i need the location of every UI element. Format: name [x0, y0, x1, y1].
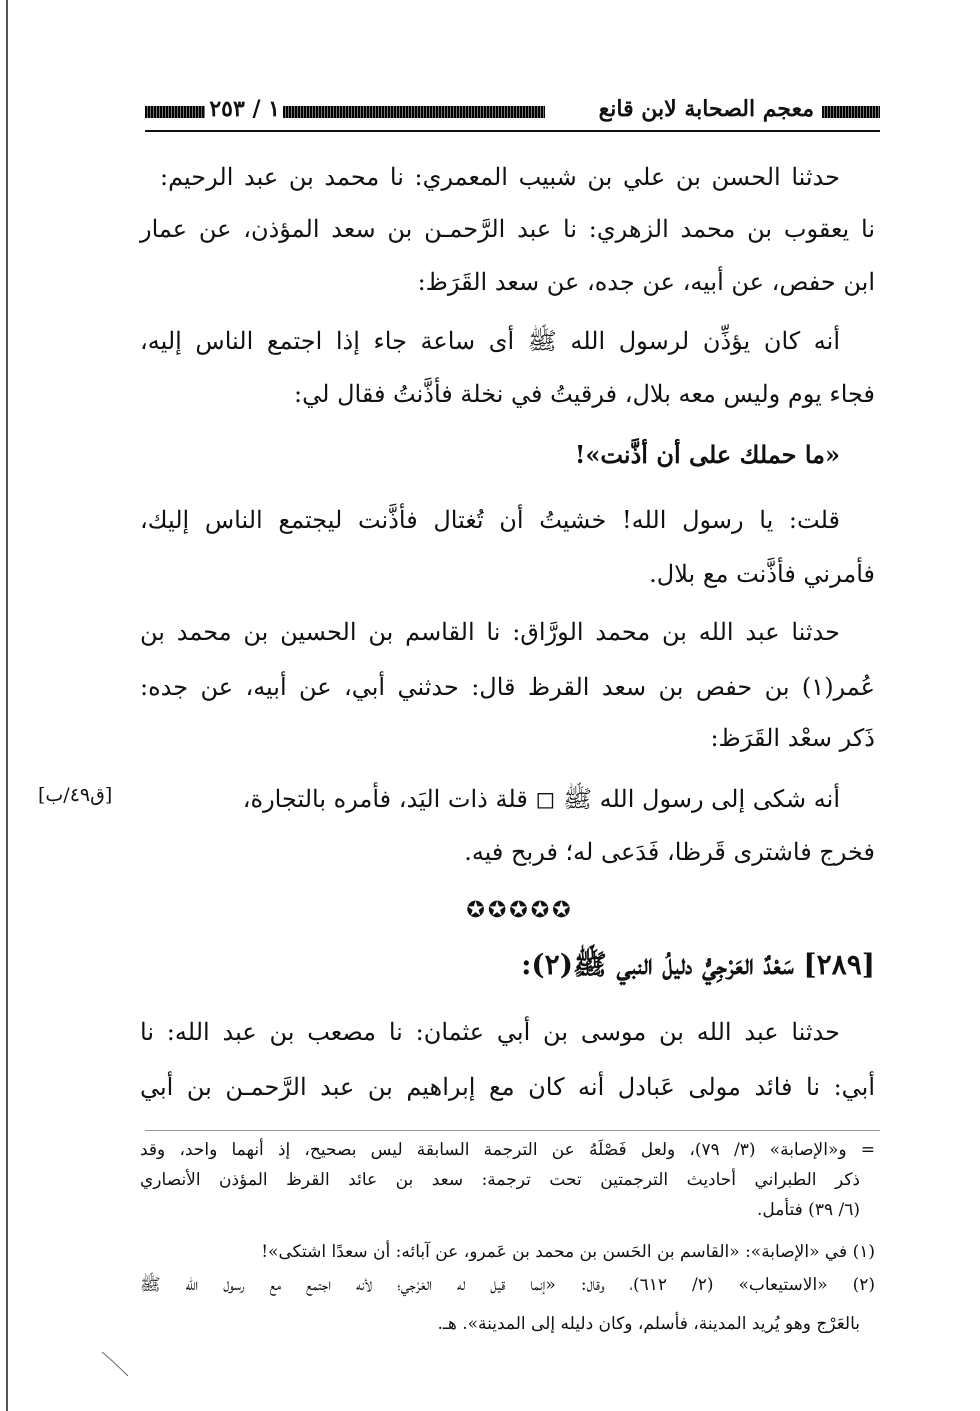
text-line: أبي: نا فائد مولى عَبادل أنه كان مع إبراهيم بن عبد الرَّحمـن بن أبي [140, 1073, 875, 1101]
hadith-quote: «ما حملك على أن أذَّنت»! [574, 440, 840, 469]
text-line: أنه شكى إلى رسول الله ﷺ ◻ قلة ذات اليَد، فأمره بالتجارة، [242, 785, 840, 813]
text-line: فجاء يوم وليس معه بلال، فرقيتُ في نخلة فأذَّنتُ فقال لي: [294, 380, 875, 408]
footnote-rule [145, 1130, 880, 1131]
running-header [145, 96, 880, 130]
text-line: حدثنا الحسن بن علي بن شبيب المعمري: نا محمد بن عبد الرحيم: [160, 163, 840, 191]
text-line: حدثنا عبد الله بن موسى بن أبي عثمان: نا مصعب بن عبد الله: نا [140, 1018, 840, 1046]
header-bar-middle [283, 106, 545, 118]
footnote-line: (١) في «الإصابة»: «القاسم بن الحَسن بن محمد بن عَمرو، عن آبائه: أن سعدًا اشتكى»! [261, 1242, 875, 1262]
footnote-line: ذكر الطبراني أحاديث الترجمتين تحت ترجمة: سعد بن عائد القرظ المؤذن الأنصاري [140, 1170, 860, 1190]
page-edge-line [6, 0, 8, 1411]
text-line: ذَكر سعْد القَرَظ: [710, 724, 875, 752]
header-bar-right [822, 106, 880, 118]
footnote-line: بالعَرْج وهو يُريد المدينة، فأسلم، وكان دليله إلى المدينة». هـ. [437, 1314, 860, 1334]
text-line: عُمر(١) بن حفص بن سعد القرظ قال: حدثني أبي، عن أبيه، عن جده: [140, 673, 875, 701]
header-bar-left [145, 106, 205, 118]
text-line: حدثنا عبد الله بن محمد الورَّاق: نا القاسم بن الحسين بن محمد بن [140, 618, 840, 646]
book-title: معجم الصحابة لابن قانع [598, 96, 814, 122]
footnote-line: (٦/ ٣٩) فتأمل. [756, 1200, 860, 1220]
text-line: فأمرني فأذَّنت مع بلال. [649, 560, 875, 588]
section-separator: ✪✪✪✪✪ [466, 898, 574, 923]
scan-mark [100, 1350, 130, 1380]
footnote-line: (٢) «الاستيعاب» (٢/ ٦١٢)، وقال: «إنما قيل له العَرْجي؛ لأنه اجتمع مع رسول الله ﷺ [140, 1275, 875, 1295]
entry-heading: [٢٨٩] سَعْدٌ العَرْجِيُّ دليلُ النبي ﷺ(٢): [521, 948, 875, 981]
text-line: ابن حفص، عن أبيه، عن جده، عن سعد القَرَظ: [417, 268, 875, 296]
text-line: فخرج فاشترى قَرظا، فَدَعى له؛ فربح فيه. [464, 838, 875, 866]
text-line: نا يعقوب بن محمد الزهري: نا عبد الرَّحمـن بن سعد المؤذن، عن عمار [140, 215, 875, 243]
header-rule [145, 130, 880, 132]
text-line: أنه كان يؤذِّن لرسول الله ﷺ أى ساعة جاء إذا اجتمع الناس إليه، [140, 327, 840, 355]
footnote-line: = و«الإصابة» (٣/ ٧٩)، ولعل فَصْلَهُ عن الترجمة السابقة ليس بصحيح، إذ أنهما واحد، وقد [140, 1140, 876, 1160]
text-line: قلت: يا رسول الله! خشيتُ أن تُغتال فأذَّنت ليجتمع الناس إليك، [140, 506, 840, 534]
manuscript-folio-ref: [ق٤٩/ب] [38, 784, 113, 806]
page-number: ١ / ٢٥٣ [209, 96, 280, 122]
